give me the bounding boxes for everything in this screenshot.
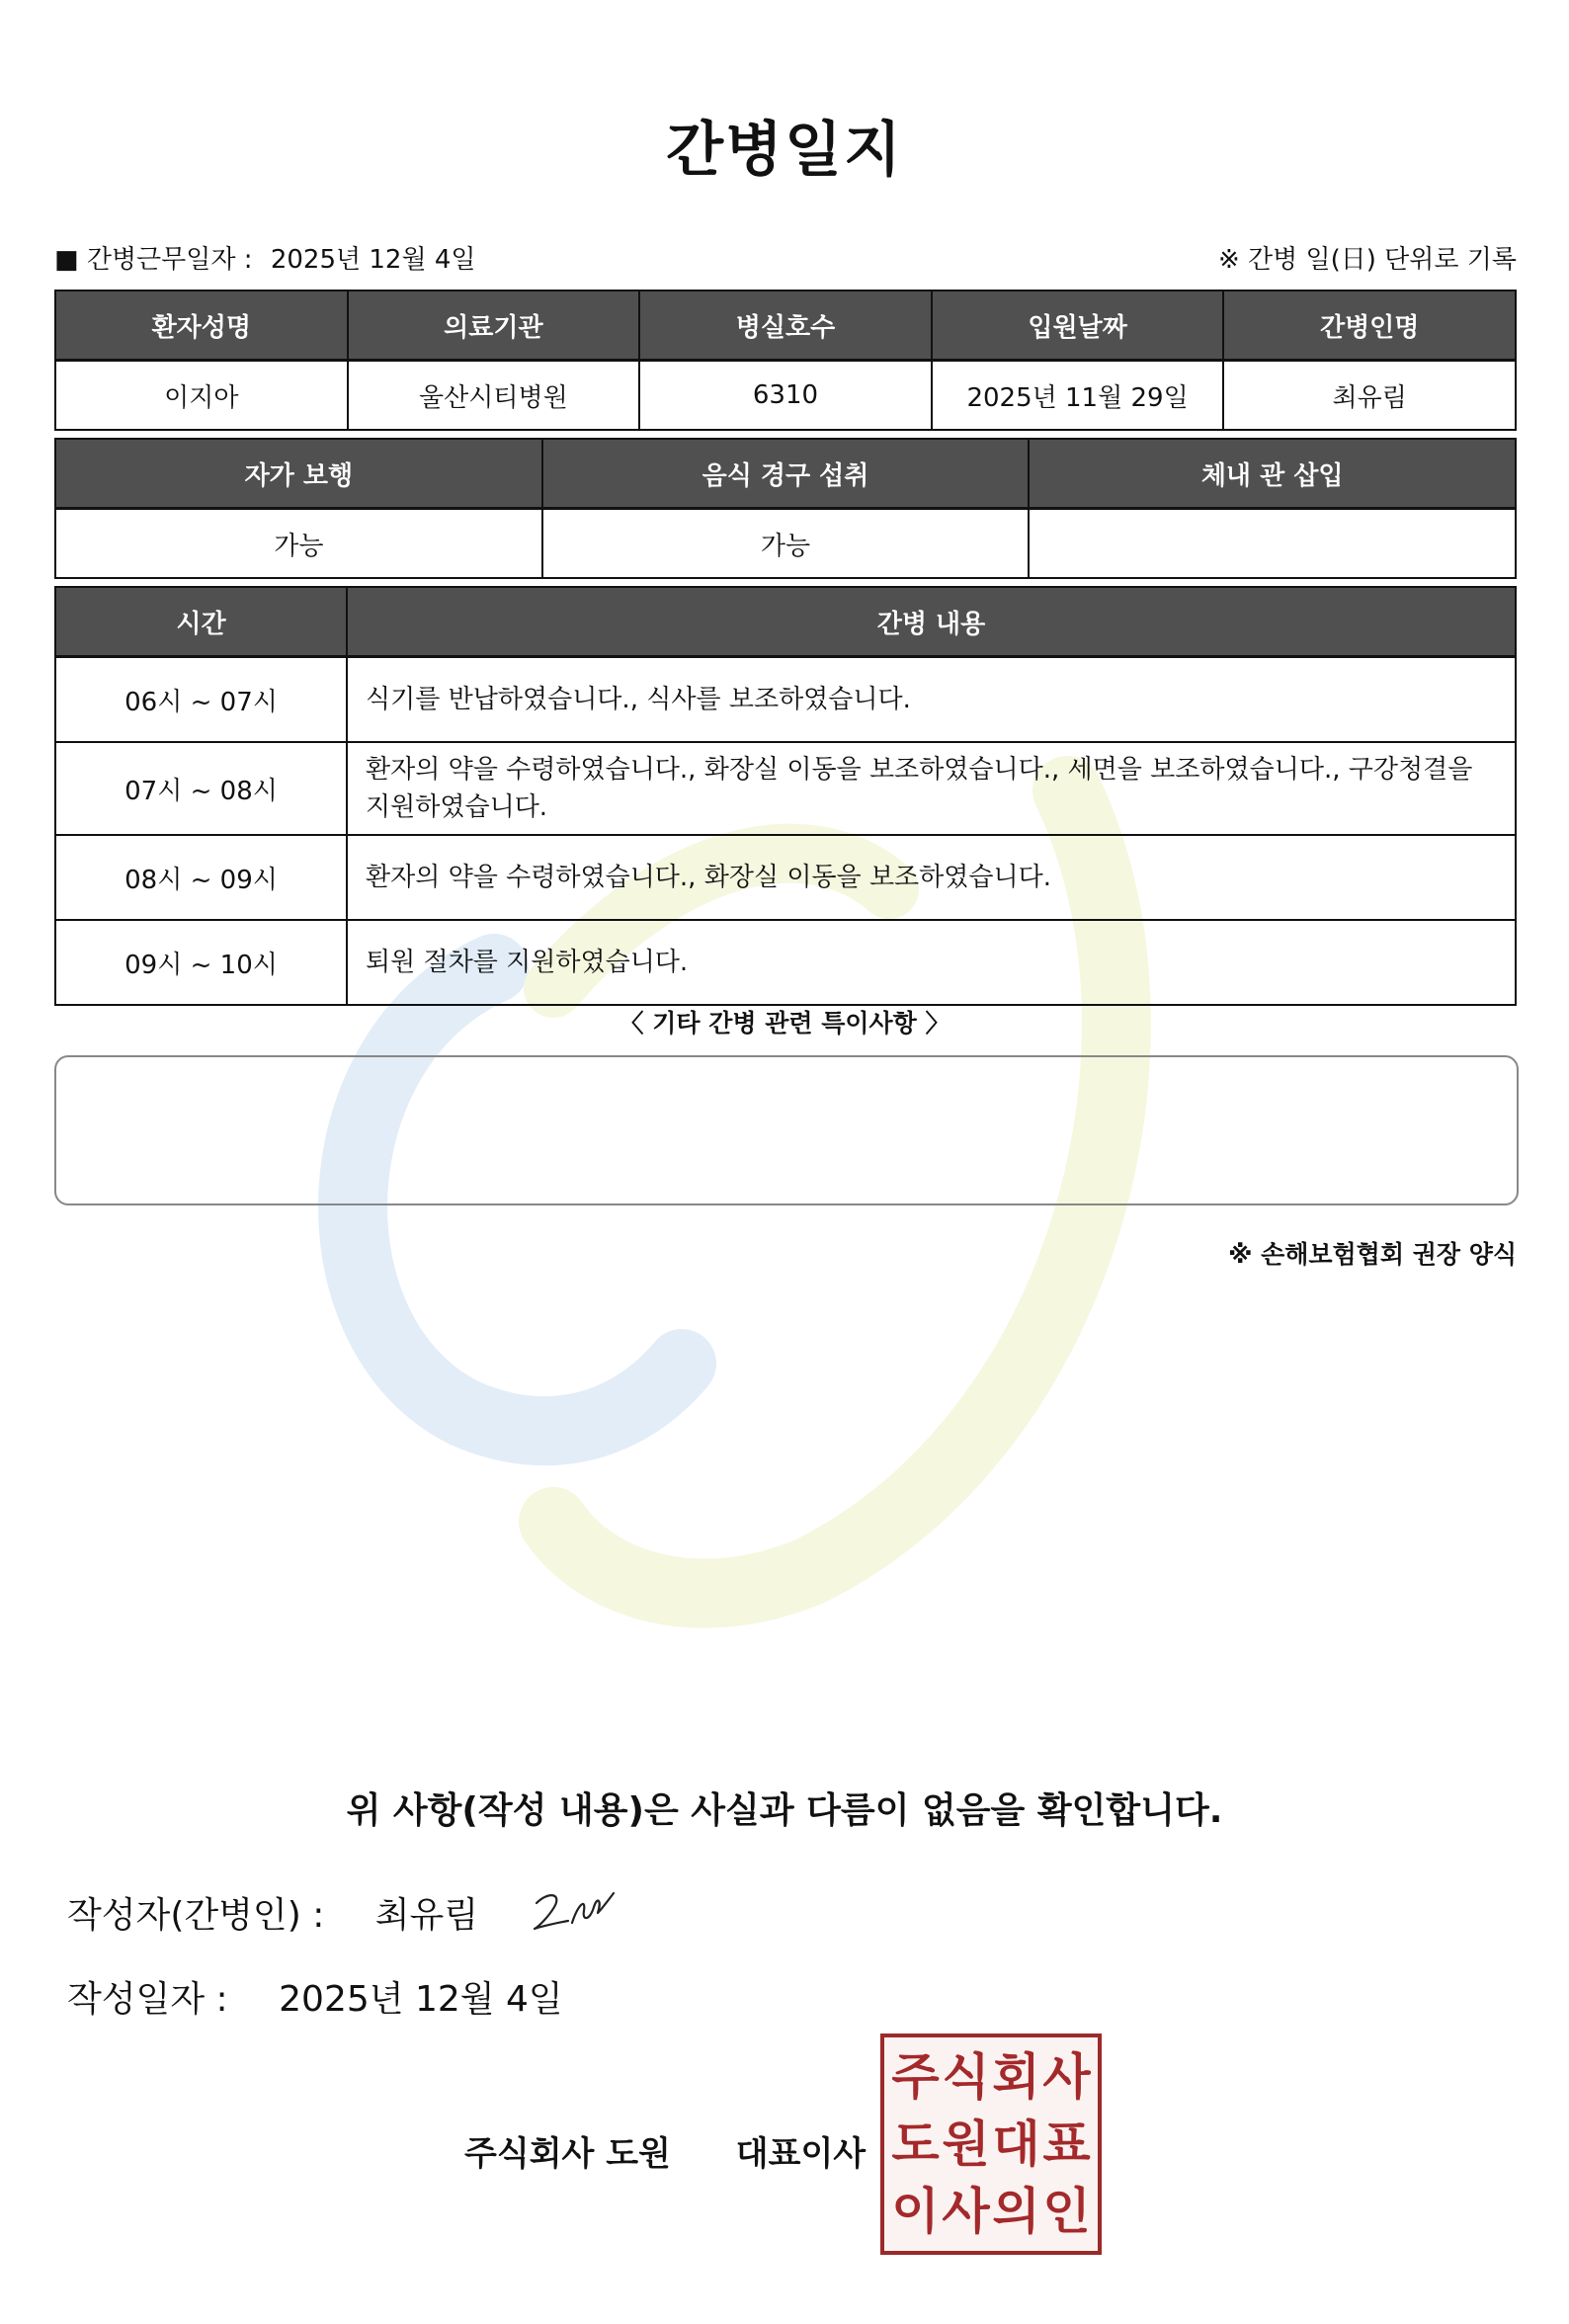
written-date-value: 2025년 12월 4일 — [279, 1979, 563, 2020]
time-cell: 06시 ~ 07시 — [55, 657, 347, 743]
header-oral-intake: 음식 경구 섭취 — [542, 439, 1030, 509]
seal-char: 식 — [942, 2048, 990, 2106]
care-log-table — [54, 586, 1517, 1006]
hospital-name: 울산시티병원 — [348, 361, 640, 431]
seal-char: 주 — [891, 2048, 940, 2106]
header-patient-name: 환자성명 — [55, 290, 348, 361]
seal-char: 사 — [1042, 2048, 1091, 2106]
special-notes-box — [54, 1055, 1519, 1205]
seal-char: 표 — [1042, 2116, 1091, 2173]
content-cell: 환자의 약을 수령하였습니다., 화장실 이동을 보조하였습니다. — [347, 835, 1516, 920]
status-table — [54, 438, 1517, 579]
ceo-title: 대표이사 — [735, 2134, 867, 2174]
patient-value-row — [55, 361, 1516, 431]
table-row — [55, 742, 1516, 835]
company-seal-stamp — [880, 2034, 1102, 2255]
walking-value: 가능 — [55, 509, 542, 579]
written-date-line — [67, 1971, 563, 2022]
unit-note: ※ 간병 일(日) 단위로 기록 — [1217, 245, 1517, 275]
work-date-label: ■ 간병근무일자 : — [54, 245, 253, 275]
status-value-row — [55, 509, 1516, 579]
header-admission-date: 입원날짜 — [932, 290, 1224, 361]
time-cell: 09시 ~ 10시 — [55, 920, 347, 1005]
work-date-value: 2025년 12월 4일 — [270, 245, 476, 275]
header-hospital: 의료기관 — [348, 290, 640, 361]
document-title: 간병일지 — [666, 116, 903, 185]
patient-header-row — [55, 290, 1516, 361]
caregiver-name: 최유림 — [1223, 361, 1516, 431]
seal-char: 이 — [891, 2183, 940, 2240]
header-care-content: 간병 내용 — [347, 587, 1516, 657]
insurance-note: ※ 손해보험협회 권장 양식 — [1228, 1240, 1517, 1269]
seal-char: 인 — [1042, 2183, 1091, 2240]
writer-name: 최유림 — [374, 1895, 479, 1936]
writer-line — [67, 1887, 478, 1938]
content-cell: 퇴원 절차를 지원하였습니다. — [347, 920, 1516, 1005]
time-cell: 07시 ~ 08시 — [55, 742, 347, 835]
special-notes-label: 〈 기타 간병 관련 특이사항 〉 — [619, 1009, 950, 1038]
seal-char: 도 — [891, 2116, 940, 2173]
content-cell: 환자의 약을 수령하였습니다., 화장실 이동을 보조하였습니다., 세면을 보조하였습니다., 구강청결을 지원하였습니다. — [347, 742, 1516, 835]
header-room: 병실호수 — [639, 290, 932, 361]
writer-label: 작성자(간병인) : — [67, 1895, 325, 1936]
header-caregiver: 간병인명 — [1223, 290, 1516, 361]
table-row — [55, 657, 1516, 743]
table-row — [55, 835, 1516, 920]
seal-char: 사 — [942, 2183, 990, 2240]
seal-char: 대 — [992, 2116, 1040, 2173]
company-line — [464, 2126, 866, 2175]
signature — [529, 1883, 627, 1935]
status-header-row — [55, 439, 1516, 509]
tube-value — [1029, 509, 1516, 579]
oral-intake-value: 가능 — [542, 509, 1030, 579]
table-row — [55, 920, 1516, 1005]
room-number: 6310 — [639, 361, 932, 431]
header-tube: 체내 관 삽입 — [1029, 439, 1516, 509]
work-date — [54, 239, 476, 276]
time-cell: 08시 ~ 09시 — [55, 835, 347, 920]
seal-char: 회 — [992, 2048, 1040, 2106]
seal-char: 의 — [992, 2183, 1040, 2240]
company-name: 주식회사 도원 — [464, 2134, 671, 2174]
header-time: 시간 — [55, 587, 347, 657]
written-date-label: 작성일자 : — [67, 1979, 228, 2020]
content-cell: 식기를 반납하였습니다., 식사를 보조하였습니다. — [347, 657, 1516, 743]
patient-info-table — [54, 290, 1517, 431]
admission-date: 2025년 11월 29일 — [932, 361, 1224, 431]
seal-char: 원 — [942, 2116, 990, 2173]
confirmation-statement: 위 사항(작성 내용)은 사실과 다름이 없음을 확인합니다. — [346, 1790, 1223, 1831]
seal-characters — [890, 2043, 1092, 2245]
care-header-row — [55, 587, 1516, 657]
patient-name: 이지아 — [55, 361, 348, 431]
header-walking: 자가 보행 — [55, 439, 542, 509]
